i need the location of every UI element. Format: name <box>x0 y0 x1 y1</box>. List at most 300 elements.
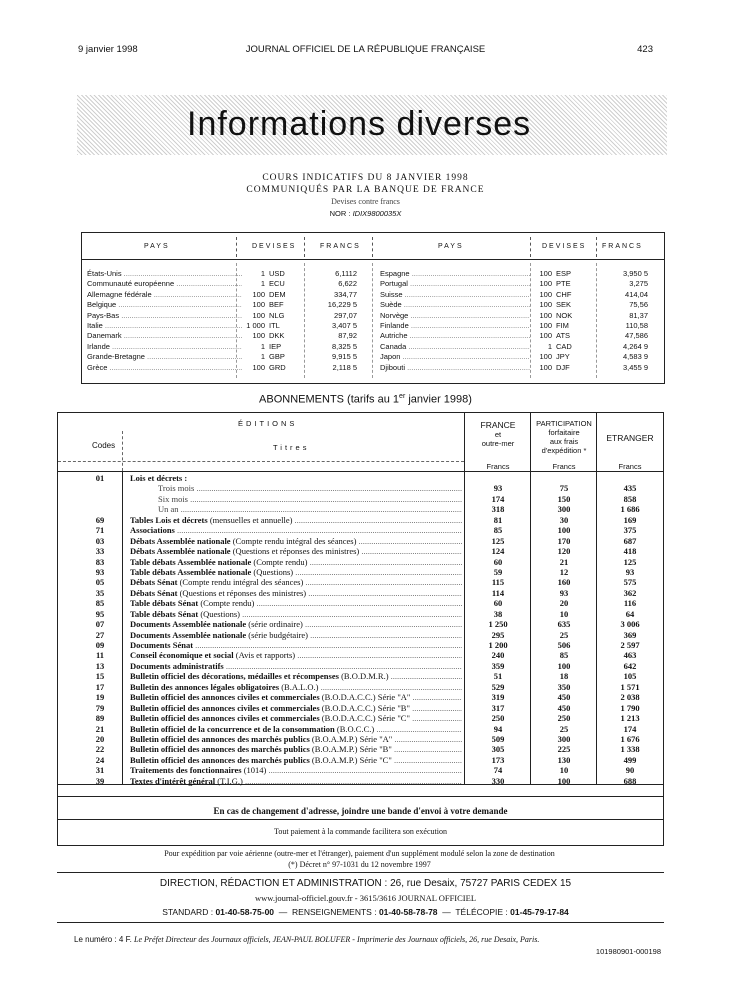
subscription-title-desc: (Questions et réponses des ministres) <box>230 546 360 557</box>
subscription-row <box>58 619 663 629</box>
price-france: 1 250 <box>488 619 508 630</box>
price-etranger: 2 038 <box>620 692 640 703</box>
price-etranger: 1 213 <box>620 713 640 724</box>
rate-amount: 100 <box>252 331 265 341</box>
price-france: 359 <box>491 660 505 671</box>
header-divider <box>58 471 663 472</box>
subscription-code: 85 <box>95 598 105 609</box>
nor-reference <box>0 208 731 220</box>
subscription-title-text: Bulletin officiel des annonces civiles et commerciales <box>130 702 320 713</box>
renseignements-number: 01-40-58-78-78 <box>378 907 438 917</box>
direction-address: DIRECTION, RÉDACTION ET ADMINISTRATION : 26, rue Desaix, 75727 PARIS CEDEX 15 <box>159 878 572 889</box>
subscription-title <box>130 671 462 681</box>
price-france: 93 <box>493 483 503 494</box>
col-participation <box>532 419 596 455</box>
subscription-title <box>130 567 462 577</box>
price-france: 85 <box>493 525 503 536</box>
unit-etranger: Francs <box>618 462 642 471</box>
subscription-title-desc: (B.O.C.C.) <box>334 723 375 734</box>
price-etranger: 1 338 <box>620 744 640 755</box>
price-etranger: 435 <box>623 483 637 494</box>
rate-value: 75,56 <box>629 300 648 310</box>
subscription-title-text: Documents administratifs <box>130 660 224 671</box>
section-banner <box>77 95 667 155</box>
subscription-title-desc: (B.O.A.M.P.) Série "A" <box>309 733 393 744</box>
journal-title: JOURNAL OFFICIEL DE LA RÉPUBLIQUE FRANÇAISE <box>245 44 486 55</box>
subscription-code: 83 <box>95 556 105 567</box>
rate-amount: 100 <box>539 352 552 362</box>
rate-country: Communauté européenne ..... <box>87 279 242 288</box>
subscription-title-text: Table débats Sénat <box>130 608 199 619</box>
price-participation: 150 <box>557 493 571 504</box>
subscription-title-text: Documents Sénat <box>130 640 194 650</box>
price-france: 317 <box>491 702 505 713</box>
subscription-row <box>58 473 663 483</box>
subscription-title-text: Traitements des fonctionnaires <box>130 765 242 776</box>
subscription-title <box>130 473 462 483</box>
table-divider <box>58 796 663 797</box>
subscription-title <box>130 619 462 629</box>
rate-currency-code: ITL <box>269 320 280 330</box>
rate-currency-code: SEK <box>556 300 572 310</box>
subscription-title-text: Débats Sénat <box>130 577 178 588</box>
price-etranger: 858 <box>623 493 637 504</box>
price-participation: 506 <box>557 640 571 650</box>
col-devises-left: DEVISES <box>252 243 297 250</box>
subscription-code: 19 <box>95 692 105 703</box>
rate-currency-code: ECU <box>269 279 285 289</box>
price-france: 94 <box>493 723 503 734</box>
rate-country: Finlande ..... <box>380 321 530 330</box>
rate-country: Belgique ..... <box>87 300 242 309</box>
price-france: 173 <box>491 754 505 765</box>
price-etranger: 64 <box>625 608 635 619</box>
subscription-row <box>58 682 663 692</box>
price-etranger: 642 <box>623 660 637 671</box>
telecopie-number: 01-45-79-17-84 <box>510 907 569 917</box>
air-shipping-note: Pour expédition par voie aérienne (outre-mer et l'étranger), paiement d'un supplément modulé selon la zone de destination <box>164 849 555 858</box>
price-participation: 18 <box>559 671 569 682</box>
subscription-title-text: Textes d'intérêt général <box>130 775 216 786</box>
col-part-line4: d'expédition * <box>541 446 587 455</box>
subscription-title-text: Six mois <box>158 493 188 504</box>
price-etranger: 3 006 <box>620 619 640 630</box>
subscription-row <box>58 734 663 744</box>
price-participation: 85 <box>559 650 569 661</box>
rate-currency-code: CHF <box>556 289 572 299</box>
subscription-title <box>130 765 462 775</box>
rate-row <box>82 331 664 341</box>
subscription-code: 22 <box>95 744 105 755</box>
rate-amount: 100 <box>252 362 265 372</box>
rate-country: États-Unis ..... <box>87 269 242 278</box>
price-etranger: 1 686 <box>620 504 640 515</box>
col-devises-right: DEVISES <box>542 243 587 250</box>
price-participation: 100 <box>557 775 571 786</box>
price-participation: 25 <box>559 723 569 734</box>
subscription-code: 09 <box>95 640 105 650</box>
rate-amount: 100 <box>539 320 552 330</box>
section-title: Informations diverses <box>187 105 532 143</box>
rate-country: Pays-Bas ..... <box>87 311 242 320</box>
table-divider <box>58 819 663 820</box>
price-france: 330 <box>491 775 505 786</box>
col-part-line2: forfaitaire <box>548 428 580 437</box>
price-participation: 25 <box>559 629 569 640</box>
rate-country: Grèce ..... <box>87 363 242 372</box>
subscription-row <box>58 567 663 577</box>
subscription-row <box>58 609 663 619</box>
price-etranger: 125 <box>623 556 637 567</box>
subscription-title-text: Conseil économique et social <box>130 650 234 661</box>
divider-rule <box>57 922 664 923</box>
subscription-code: 13 <box>95 660 105 671</box>
price-france: 509 <box>491 733 505 744</box>
subscription-code: 05 <box>95 577 105 588</box>
subscription-code: 39 <box>95 775 105 786</box>
price-participation: 225 <box>557 744 571 755</box>
subscription-title-desc: (B.O.A.M.P.) Série "B" <box>309 744 392 755</box>
rate-currency-code: GBP <box>269 352 285 362</box>
rate-amount: 100 <box>252 310 265 320</box>
col-part-line3: aux frais <box>549 437 579 446</box>
standard-number: 01-40-58-75-00 <box>215 907 275 917</box>
price-participation: 21 <box>559 556 569 567</box>
rate-value: 16,229 5 <box>327 300 357 310</box>
subscription-row <box>58 661 663 671</box>
price-france: 295 <box>491 629 505 640</box>
website-line: www.journal-officiel.gouv.fr - 3615/3616 JOURNAL OFFICIEL <box>254 893 477 903</box>
price-participation: 300 <box>557 733 571 744</box>
rates-col-divider <box>236 237 237 257</box>
subscription-title-desc: (Compte rendu intégral des séances) <box>230 535 357 546</box>
col-etranger: ETRANGER <box>606 433 654 443</box>
rate-value: 3,950 5 <box>622 269 648 278</box>
rate-row <box>82 342 664 352</box>
subscription-title-desc: (T.I.G.) <box>215 775 243 786</box>
rates-col-divider <box>304 237 305 257</box>
rate-value: 2,118 5 <box>332 362 357 372</box>
subscription-title-text: Trois mois <box>158 483 195 494</box>
col-titres: Titres <box>273 443 310 452</box>
telecopie-label: TÉLÉCOPIE : <box>455 907 508 917</box>
price-france: 115 <box>491 577 505 588</box>
subscription-title <box>130 703 462 713</box>
subscription-title-text: Bulletin des annonces légales obligatoires <box>130 681 280 692</box>
price-etranger: 418 <box>623 546 637 557</box>
price-participation: 450 <box>557 702 571 713</box>
subscription-title <box>130 650 462 660</box>
subscription-title-desc: (Compte rendu) <box>251 556 308 567</box>
subscription-row <box>58 703 663 713</box>
subscription-row <box>58 650 663 660</box>
rate-amount: 1 <box>260 341 265 351</box>
subscription-title <box>158 504 462 514</box>
price-etranger: 116 <box>623 598 637 609</box>
rate-currency-code: NLG <box>269 310 285 320</box>
rate-currency-code: ESP <box>556 269 572 278</box>
subscription-title-desc: (Avis et rapports) <box>233 650 296 661</box>
subscription-title-text: Lois et décrets : <box>130 473 188 483</box>
rate-value: 4,583 9 <box>622 352 648 362</box>
rate-value: 334,77 <box>334 289 357 299</box>
subscription-code: 31 <box>95 765 105 776</box>
rate-country: Irlande ..... <box>87 342 242 351</box>
rate-value: 87,92 <box>338 331 357 341</box>
rate-amount: 1 <box>260 352 265 362</box>
rate-value: 3,275 <box>629 279 648 289</box>
subscription-title-text: Table débats Assemblée nationale <box>130 556 252 567</box>
price-france: 318 <box>491 504 505 515</box>
subscription-title-text: Bulletin officiel des décorations, médailles et récompenses <box>130 671 339 682</box>
subscription-title <box>130 557 462 567</box>
subscription-title <box>130 630 462 640</box>
subscription-title <box>130 682 462 692</box>
rate-country: Allemagne fédérale ..... <box>87 290 242 299</box>
rate-amount: 100 <box>539 279 552 289</box>
price-etranger: 375 <box>623 525 637 536</box>
price-etranger: 362 <box>623 587 637 598</box>
rate-currency-code: FIM <box>556 320 569 330</box>
subscription-code: 07 <box>95 619 105 630</box>
rate-country: Danemark ..... <box>87 331 242 340</box>
subscription-row <box>58 598 663 608</box>
rate-amount: 1 <box>547 341 552 351</box>
subscription-row <box>58 504 663 514</box>
rate-value: 297,07 <box>334 310 357 320</box>
subscription-title <box>130 588 462 598</box>
col-france-line2: et <box>494 430 502 439</box>
subscription-title <box>130 546 462 556</box>
subscription-code: 95 <box>95 608 105 619</box>
subscription-code: 17 <box>95 681 105 692</box>
issue-price: Le numéro : 4 F. <box>74 935 132 944</box>
codes-divider <box>122 431 123 471</box>
subscription-title <box>130 713 462 723</box>
payment-note: Tout paiement à la commande facilitera son exécution <box>274 827 447 836</box>
exchange-rates-heading <box>0 172 731 220</box>
rate-country: Italie ..... <box>87 321 242 330</box>
subscription-title-desc: (mensuelles et annuelle) <box>207 514 293 525</box>
subscription-title-text: Bulletin officiel des annonces des marchés publics <box>130 733 310 744</box>
col-codes: Codes <box>92 441 116 450</box>
col-france <box>466 421 530 448</box>
rate-amount: 100 <box>539 300 552 310</box>
col-france-line3: outre-mer <box>481 439 515 448</box>
rate-value: 414,04 <box>625 289 648 299</box>
subscription-title <box>130 734 462 744</box>
subscription-code: 33 <box>95 546 105 557</box>
rate-value: 9,915 5 <box>331 352 357 362</box>
subscription-row <box>58 713 663 723</box>
nor-label: NOR : <box>329 209 351 218</box>
price-participation: 100 <box>557 525 571 536</box>
rate-country: Djibouti ..... <box>380 363 530 372</box>
price-etranger: 1 571 <box>620 681 640 692</box>
subscription-title-text: Bulletin officiel des annonces des marchés publics <box>130 744 310 755</box>
rate-currency-code: PTE <box>556 279 571 289</box>
rate-row <box>82 269 664 279</box>
rates-col-divider <box>372 237 373 257</box>
rate-value: 47,586 <box>625 331 648 341</box>
subscription-title <box>130 724 462 734</box>
subscription-title-desc: (B.O.D.M.R.) <box>338 671 389 682</box>
price-france: 74 <box>493 765 503 776</box>
price-etranger: 369 <box>623 629 637 640</box>
subscriptions-title-text: ABONNEMENTS (tarifs au <box>259 393 390 406</box>
price-france: 1 200 <box>488 640 508 650</box>
subscription-title-text: Tables Lois et décrets <box>130 514 208 525</box>
price-etranger: 1 676 <box>620 733 640 744</box>
subscription-row <box>58 515 663 525</box>
subscription-title <box>158 483 462 493</box>
price-participation: 20 <box>559 598 569 609</box>
price-participation: 170 <box>557 535 571 546</box>
rate-currency-code: ATS <box>556 331 571 341</box>
subscription-code: 20 <box>95 733 105 744</box>
subscription-title <box>130 515 462 525</box>
rate-country: Canada ..... <box>380 342 530 351</box>
print-code: 101980901-000198 <box>595 947 661 956</box>
price-participation: 100 <box>557 660 571 671</box>
price-participation: 635 <box>557 619 571 630</box>
col-francs-left: FRANCS <box>320 243 361 250</box>
price-france: 240 <box>491 650 505 661</box>
subscription-row <box>58 765 663 775</box>
rate-value: 8,325 5 <box>331 341 357 351</box>
rates-table-header <box>82 233 664 260</box>
price-etranger: 1 790 <box>620 702 640 713</box>
rate-row <box>82 321 664 331</box>
rate-amount: 100 <box>539 289 552 299</box>
subscription-title-text: Table débats Sénat <box>130 598 199 609</box>
price-participation: 10 <box>559 765 569 776</box>
subscription-code: 15 <box>95 671 105 682</box>
subscription-title <box>158 494 462 504</box>
imprint-text: Le Préfet Directeur des Journaux officiels, JEAN-PAUL BOLUFER - Imprimerie des Journaux officiels, 26, rue Desaix, Paris. <box>134 935 540 944</box>
subscription-title-text: Table débats Assemblée nationale <box>130 566 252 577</box>
subscription-row <box>58 744 663 754</box>
subscriptions-table-body <box>58 473 663 786</box>
rate-amount: 100 <box>252 300 265 310</box>
header-divider <box>58 461 464 462</box>
subscription-title <box>130 692 462 702</box>
rate-value: 3,407 5 <box>331 320 357 330</box>
subscription-title-text: Débats Assemblée nationale <box>130 535 231 546</box>
subscription-row <box>58 536 663 546</box>
subscription-title-desc: (série ordinaire) <box>246 619 303 630</box>
subscription-title-desc: (B.O.D.A.C.C.) Série "B" <box>319 702 410 713</box>
price-france: 174 <box>491 493 505 504</box>
price-france: 51 <box>493 671 503 682</box>
rate-currency-code: DEM <box>269 289 286 299</box>
rate-country: Norvège ..... <box>380 311 530 320</box>
price-participation: 300 <box>557 504 571 515</box>
subscription-title <box>130 525 462 535</box>
subscription-title-desc: (1014) <box>241 765 267 776</box>
subscriptions-title-end: janvier 1998) <box>408 393 472 406</box>
rates-heading-line3: Devises contre francs <box>331 197 400 206</box>
price-etranger: 575 <box>623 577 637 588</box>
price-etranger: 90 <box>625 765 635 776</box>
divider-rule <box>57 872 664 873</box>
subscription-title <box>130 577 462 587</box>
subscription-code: 89 <box>95 713 105 724</box>
rate-amount: 1 <box>260 269 265 278</box>
rate-amount: 100 <box>252 289 265 299</box>
unit-france: Francs <box>486 462 510 471</box>
subscription-title-text: Associations <box>130 525 175 536</box>
contact-separator: — <box>442 907 451 917</box>
subscription-title-desc: (Questions) <box>198 608 240 619</box>
imprint-footer <box>74 935 664 944</box>
subscription-row <box>58 630 663 640</box>
subscription-title <box>130 598 462 608</box>
rate-value: 6,1112 <box>335 269 357 278</box>
rate-country: Autriche ..... <box>380 331 530 340</box>
rates-table-body <box>82 269 664 373</box>
price-participation: 10 <box>559 608 569 619</box>
subscription-row <box>58 755 663 765</box>
subscription-title-text: Bulletin officiel des annonces des marchés publics <box>130 754 310 765</box>
rate-value: 6,622 <box>338 279 357 289</box>
col-part-line1: PARTICIPATION <box>536 419 592 428</box>
col-francs-right: FRANCS <box>602 243 643 250</box>
rate-row <box>82 300 664 310</box>
subscriptions-title <box>0 393 731 406</box>
rate-country: Grande-Bretagne ..... <box>87 352 242 361</box>
subscription-title-text: Débats Assemblée nationale <box>130 546 231 557</box>
price-france: 305 <box>491 744 505 755</box>
subscription-title <box>130 755 462 765</box>
price-france: 60 <box>493 598 503 609</box>
price-etranger: 687 <box>623 535 637 546</box>
nor-value: IDIX9800035X <box>352 209 402 218</box>
standard-label: STANDARD : <box>162 907 214 917</box>
col-france-line1: FRANCE <box>480 420 516 430</box>
decree-note: (*) Décret n° 97-1031 du 12 novembre 1997 <box>288 860 431 869</box>
subscription-row <box>58 724 663 734</box>
renseignements-label: RENSEIGNEMENTS : <box>292 907 377 917</box>
subscription-row <box>58 557 663 567</box>
subscription-row <box>58 671 663 681</box>
col-editions: ÉDITIONS <box>238 419 298 428</box>
rate-currency-code: JPY <box>556 352 570 362</box>
subscription-row <box>58 494 663 504</box>
price-etranger: 169 <box>623 514 637 525</box>
rate-value: 81,37 <box>629 310 648 320</box>
address-change-note: En cas de changement d'adresse, joindre une bande d'envoi à votre demande <box>213 806 508 816</box>
subscription-title-text: Documents Assemblée nationale <box>130 629 247 640</box>
rates-heading-line2: COMMUNIQUÉS PAR LA BANQUE DE FRANCE <box>246 185 485 195</box>
price-etranger: 463 <box>623 650 637 661</box>
rate-amount: 1 <box>260 279 265 289</box>
price-france: 59 <box>493 566 503 577</box>
issue-date: 9 janvier 1998 <box>78 44 138 55</box>
rate-currency-code: DJF <box>556 362 570 372</box>
contact-numbers <box>0 907 731 917</box>
price-etranger: 174 <box>623 723 637 734</box>
subscriptions-table <box>57 412 664 846</box>
subscription-title-text: Un an <box>158 504 179 515</box>
price-participation: 350 <box>557 681 571 692</box>
rate-amount: 100 <box>539 310 552 320</box>
contact-separator: — <box>278 907 288 917</box>
rate-currency-code: IEP <box>269 341 282 351</box>
subscription-title-text: Bulletin officiel de la concurrence et de la consommation <box>130 723 335 734</box>
subscription-code: 03 <box>95 535 105 546</box>
subscription-code: 35 <box>95 587 105 598</box>
